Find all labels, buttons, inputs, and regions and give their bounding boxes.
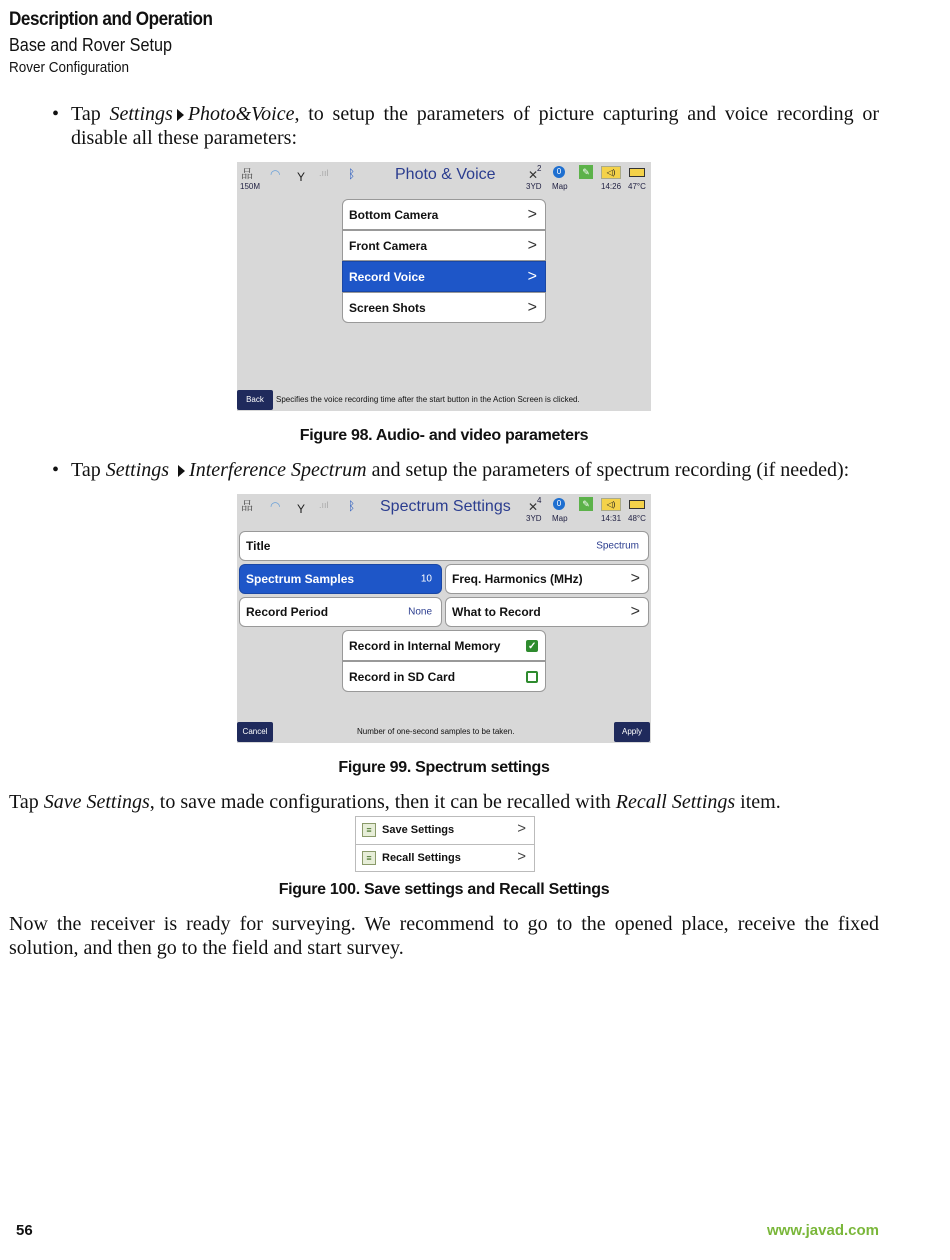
status-bar: 品 ◠ Y .ııl ᛒ Spectrum Settings 4 ✕ 3YD 0 Map ✎ ◁) 14:31 48°C bbox=[241, 496, 646, 523]
map-icon[interactable]: 0 bbox=[553, 166, 565, 178]
record-voice-item[interactable]: Record Voice > bbox=[342, 261, 546, 292]
signal-icon: .ııl bbox=[319, 168, 329, 178]
figure-98-caption: Figure 98. Audio- and video parameters bbox=[299, 427, 589, 444]
internal-memory-item[interactable]: Record in Internal Memory ✓ bbox=[342, 630, 546, 661]
volume-icon[interactable]: ◁) bbox=[601, 166, 621, 179]
doc-subsection: Rover Configuration bbox=[9, 59, 130, 76]
antenna-icon: Y bbox=[297, 502, 306, 516]
status-bar: 品 150M ◠ Y .ııl ᛒ Photo & Voice 2 ✕ 3YD 0 Map ✎ ◁) 14:26 47°C bbox=[240, 164, 646, 191]
website-link[interactable]: www.javad.com bbox=[767, 1222, 879, 1239]
record-period-item[interactable]: Record Period None bbox=[239, 597, 442, 627]
battery-icon bbox=[629, 500, 645, 509]
chevron-right-icon: > bbox=[517, 820, 526, 837]
doc-section: Base and Rover Setup bbox=[9, 35, 173, 55]
freq-harmonics-item[interactable]: Freq. Harmonics (MHz) > bbox=[445, 564, 649, 594]
figure-100-caption: Figure 100. Save settings and Recall Settings bbox=[278, 881, 610, 898]
what-to-record-item[interactable]: What to Record > bbox=[445, 597, 649, 627]
doc-title: Description and Operation bbox=[9, 9, 213, 30]
bullet2-text: Tap Settings Interference Spectrum and setup the parameters of spectrum recording (if needed): bbox=[71, 459, 850, 481]
save-paragraph: Tap Save Settings, to save made configurations, then it can be recalled with Recall Settings item. bbox=[9, 791, 781, 813]
cancel-button[interactable]: Cancel bbox=[237, 722, 273, 742]
save-recall-menu bbox=[355, 816, 535, 872]
chevron-right-icon: > bbox=[527, 267, 537, 285]
figure-99-caption: Figure 99. Spectrum settings bbox=[338, 759, 550, 776]
network-icon: 品 bbox=[241, 499, 254, 513]
sd-card-item[interactable]: Record in SD Card bbox=[342, 661, 546, 692]
satellite-icon[interactable]: ✕ bbox=[528, 168, 539, 182]
chevron-right-icon: > bbox=[517, 848, 526, 865]
chevron-right-icon: > bbox=[527, 205, 537, 223]
back-button[interactable]: Back bbox=[237, 390, 273, 410]
save-icon: ≡ bbox=[362, 823, 376, 837]
signal-icon: .ııl bbox=[319, 500, 329, 510]
arrow-right-icon bbox=[177, 109, 184, 121]
battery-icon bbox=[629, 168, 645, 177]
map-icon[interactable]: 0 bbox=[553, 498, 565, 510]
arrow-right-icon bbox=[178, 465, 185, 477]
bluetooth-icon: ᛒ bbox=[348, 499, 356, 513]
wifi-icon: ◠ bbox=[270, 167, 281, 181]
final-paragraph: Now the receiver is ready for surveying. We recommend to go to the opened place, receive the fixed solution, and then go to the field and start survey. bbox=[9, 913, 879, 959]
screen-title: Photo & Voice bbox=[395, 166, 496, 183]
photo-icon[interactable]: ✎ bbox=[579, 497, 593, 511]
photo-icon[interactable]: ✎ bbox=[579, 165, 593, 179]
recall-settings-item[interactable]: ≡ Recall Settings > bbox=[356, 845, 534, 871]
hint-text: Specifies the voice recording time after the start button in the Action Screen is clicked. bbox=[276, 395, 580, 404]
bottom-camera-item[interactable]: Bottom Camera > bbox=[342, 199, 546, 230]
chevron-right-icon: > bbox=[630, 603, 640, 620]
chevron-right-icon: > bbox=[527, 298, 537, 316]
hint-text: Number of one-second samples to be taken. bbox=[357, 727, 515, 736]
title-field[interactable]: Title Spectrum bbox=[239, 531, 649, 561]
save-settings-item[interactable]: ≡ Save Settings > bbox=[356, 817, 534, 843]
spectrum-samples-item[interactable]: Spectrum Samples 10 bbox=[239, 564, 442, 594]
recall-icon: ≡ bbox=[362, 851, 376, 865]
bullet-dot: • bbox=[52, 459, 60, 481]
network-icon: 品 bbox=[241, 167, 254, 181]
checkbox-checked-icon[interactable]: ✓ bbox=[528, 641, 537, 652]
bluetooth-icon: ᛒ bbox=[348, 167, 356, 181]
screen-title: Spectrum Settings bbox=[380, 498, 511, 515]
photo-voice-screen bbox=[237, 162, 651, 411]
satellite-icon[interactable]: ✕ bbox=[528, 500, 539, 514]
front-camera-item[interactable]: Front Camera > bbox=[342, 230, 546, 261]
bullet1-text: Tap Settings Photo&Voice, to setup the parameters of picture capturing and voice recording or disable all these parameters: bbox=[71, 103, 879, 149]
apply-button[interactable]: Apply bbox=[614, 722, 650, 742]
screen-shots-item[interactable]: Screen Shots > bbox=[342, 292, 546, 323]
chevron-right-icon: > bbox=[527, 236, 537, 254]
volume-icon[interactable]: ◁) bbox=[601, 498, 621, 511]
chevron-right-icon: > bbox=[630, 570, 640, 587]
wifi-icon: ◠ bbox=[270, 499, 281, 513]
checkbox-unchecked-icon[interactable] bbox=[526, 671, 538, 683]
page-number: 56 bbox=[16, 1222, 33, 1239]
spectrum-settings-screen bbox=[237, 494, 651, 743]
antenna-icon: Y bbox=[297, 170, 306, 184]
bullet-dot: • bbox=[52, 103, 60, 125]
